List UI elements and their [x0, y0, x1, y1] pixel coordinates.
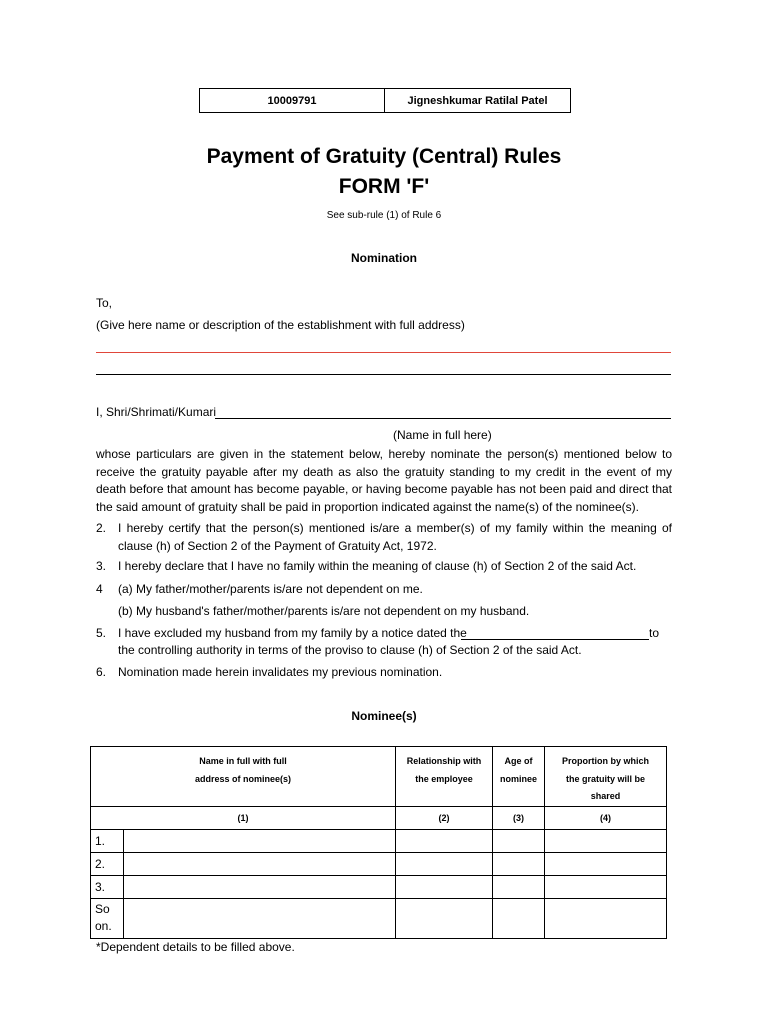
- item-4b-text: (b) My husband's father/mother/parents is/are not dependent on my husband.: [118, 604, 530, 618]
- relationship-cell[interactable]: [396, 898, 493, 938]
- row-serial: 3.: [91, 875, 124, 898]
- relationship-cell[interactable]: [396, 829, 493, 852]
- table-row: [91, 829, 667, 852]
- table-row: [91, 898, 667, 938]
- form-number: FORM 'F': [338, 175, 430, 198]
- item-6-text: Nomination made herein invalidates my previous nomination.: [118, 665, 443, 679]
- nominee-name-cell[interactable]: [124, 829, 396, 852]
- address-line-2[interactable]: [96, 374, 671, 375]
- item-6-number: 6.: [96, 665, 107, 679]
- item-5-text-b: the controlling authority in terms of the proviso to clause (h) of Section 2 of the said Act.: [118, 643, 582, 657]
- nomination-heading: Nomination: [351, 251, 417, 265]
- col-name-address-header: Name in full with full address of nominee(s): [91, 747, 396, 807]
- employee-id-box: [199, 88, 571, 113]
- col-number-3: (3): [493, 806, 545, 829]
- col-number-1: (1): [91, 806, 396, 829]
- row-serial: So on.: [91, 898, 124, 938]
- row-serial: 1.: [91, 829, 124, 852]
- nominee-name-cell[interactable]: [124, 875, 396, 898]
- proportion-cell[interactable]: [545, 898, 667, 938]
- table-row: [91, 852, 667, 875]
- employee-code: 10009791: [200, 89, 385, 112]
- row-serial: 2.: [91, 852, 124, 875]
- col-proportion-header: Proportion by which the gratuity will be shared: [545, 747, 667, 807]
- item-5-to: to: [649, 626, 660, 640]
- item-4a-text: (a) My father/mother/parents is/are not dependent on me.: [118, 582, 423, 596]
- notice-date-field-line[interactable]: [461, 639, 649, 640]
- nominee-name-cell[interactable]: [124, 898, 396, 938]
- age-cell[interactable]: [493, 852, 545, 875]
- item-2-text: I hereby certify that the person(s) mentioned is/are a member(s) of my family within the meaning of clause (h) of Section 2 of the Payment of Gratuity Act, 1972.: [118, 521, 672, 553]
- relationship-cell[interactable]: [396, 875, 493, 898]
- footnote: *Dependent details to be filled above.: [96, 940, 295, 954]
- item-3-text: I hereby declare that I have no family within the meaning of clause (h) of Section 2 of the said Act.: [118, 559, 637, 573]
- table-column-number-row: [91, 806, 667, 829]
- age-cell[interactable]: [493, 898, 545, 938]
- address-line-1[interactable]: [96, 352, 671, 353]
- proportion-cell[interactable]: [545, 829, 667, 852]
- employee-name: Jigneshkumar Ratilal Patel: [407, 94, 548, 107]
- name-caption: (Name in full here): [393, 428, 492, 442]
- to-label: To,: [96, 296, 113, 310]
- table-header-row: [91, 747, 667, 807]
- col-age-header: Age of nominee: [493, 747, 545, 807]
- item-3-number: 3.: [96, 559, 107, 573]
- item-2-number: 2.: [96, 521, 107, 535]
- age-cell[interactable]: [493, 829, 545, 852]
- relationship-cell[interactable]: [396, 852, 493, 875]
- col-number-4: (4): [545, 806, 667, 829]
- form-subtitle: See sub-rule (1) of Rule 6: [326, 210, 442, 221]
- nominees-table: [90, 746, 667, 939]
- col-number-2: (2): [396, 806, 493, 829]
- age-cell[interactable]: [493, 875, 545, 898]
- intro-paragraph: whose particulars are given in the statement below, hereby nominate the person(s) mentioned below to receive the gratuity payable after my death as also the gratuity standing to my credit in the event of my death before that amount has become payable, or having become payable has not been paid and direct that the said amount of gratuity shall be paid in proportion indicated against the name(s) of the nominee(s).: [96, 447, 672, 514]
- name-field-line[interactable]: [215, 418, 671, 419]
- table-row: [91, 875, 667, 898]
- proportion-cell[interactable]: [545, 852, 667, 875]
- address-instruction: (Give here name or description of the establishment with full address): [96, 318, 465, 332]
- name-prefix: I, Shri/Shrimati/Kumari: [96, 405, 217, 419]
- form-title: Payment of Gratuity (Central) Rules: [206, 145, 562, 168]
- nominee-name-cell[interactable]: [124, 852, 396, 875]
- nominees-heading: Nominee(s): [351, 709, 417, 723]
- col-relationship-header: Relationship with the employee: [396, 747, 493, 807]
- item-5-number: 5.: [96, 626, 107, 640]
- proportion-cell[interactable]: [545, 875, 667, 898]
- item-5-text-a: I have excluded my husband from my family by a notice dated the: [118, 626, 467, 640]
- item-4-number: 4: [96, 582, 103, 596]
